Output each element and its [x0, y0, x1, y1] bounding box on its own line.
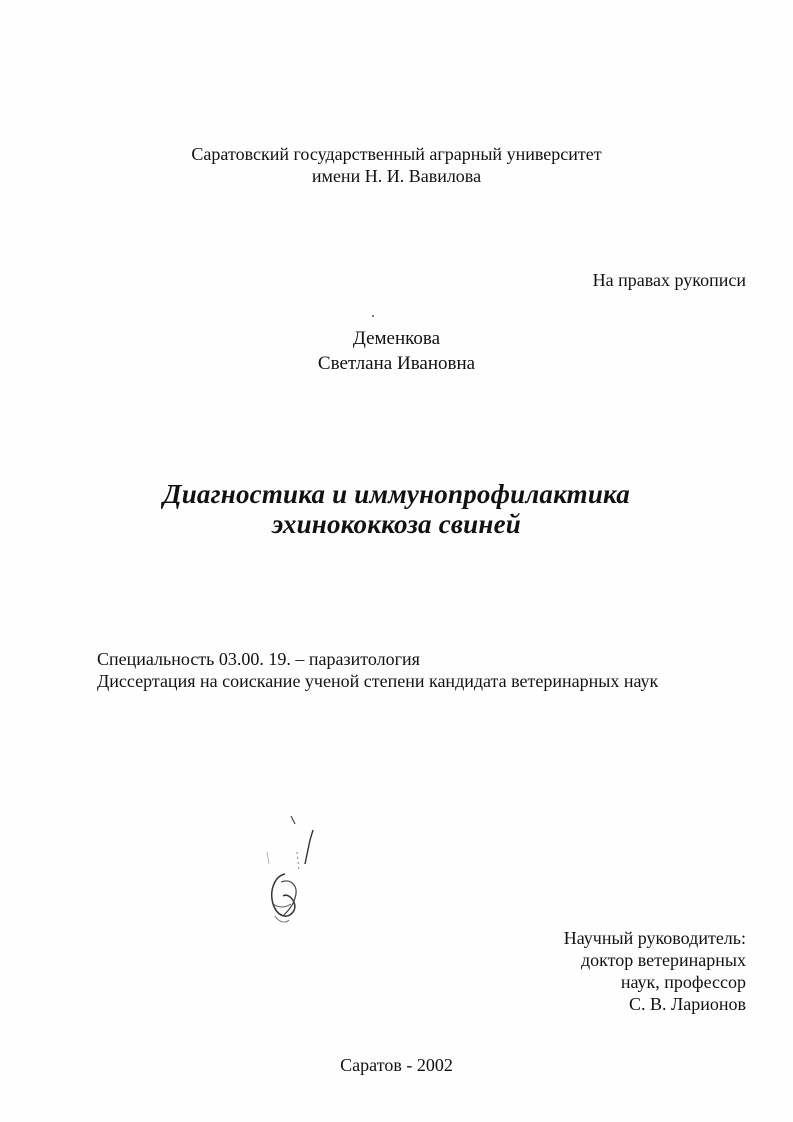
advisor-label: Научный руководитель: [563, 928, 746, 948]
institution-line-2: имени Н. И. Вавилова [311, 166, 482, 186]
author-surname: Деменкова [352, 328, 441, 349]
manuscript-note: На правах рукописи [592, 270, 746, 290]
advisor-name: С. В. Ларионов [629, 994, 746, 1014]
author-given-names: Светлана Ивановна [317, 353, 476, 374]
signature-icon [255, 812, 335, 932]
degree-line: Диссертация на соискание ученой степени кандидата ветеринарных наук [97, 671, 659, 691]
institution-line-1: Саратовский государственный аграрный университет [191, 144, 602, 164]
dissertation-title-line-1: Диагностика и иммунопрофилактика [163, 479, 630, 509]
city-year: Саратов - 2002 [340, 1055, 453, 1075]
dissertation-title-line-2: эхинококкоза свиней [272, 509, 521, 539]
advisor-degree-line-2: наук, профессор [620, 972, 746, 992]
advisor-degree-line-1: доктор ветеринарных [580, 950, 746, 970]
specialty-line: Специальность 03.00. 19. – паразитология [97, 649, 420, 669]
scan-speck [372, 315, 374, 317]
